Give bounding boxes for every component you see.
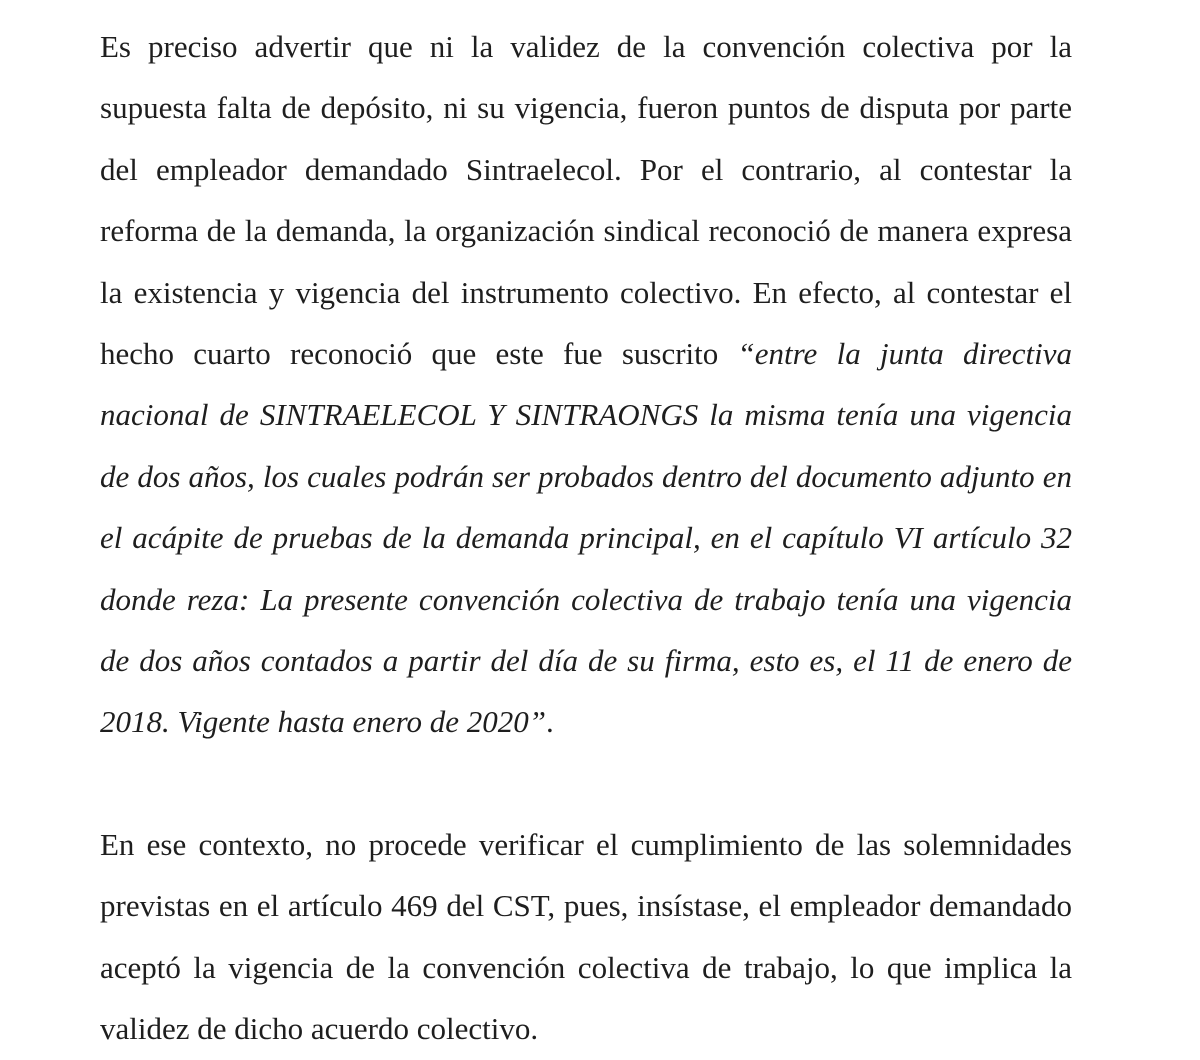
quoted-response-excerpt: “entre la junta directiva nacional de SINTRAELECOL Y SINTRAONGS la misma tenía una vigencia de dos años, los cuales podrán ser probados dentro del documento adjunto en el acápite de pruebas de la demanda principal, en el capítulo VI artículo 32 donde reza: La presente convención colectiva de trabajo tenía una vigencia de dos años contados a partir del día de su firma, esto es, el 11 de enero de 2018. Vigente hasta enero de 2020” xyxy=(100,336,1072,740)
paragraph-body-text: En ese contexto, no procede verificar el cumplimiento de las solemnidades previstas en el artículo 469 del CST, pues, insístase, el empleador demandado aceptó la vigencia de la convención colectiva de trabajo, lo que implica la validez de dicho acuerdo colectivo. xyxy=(100,826,1072,1047)
paragraph-body-text: Es preciso advertir que ni la validez de la convención colectiva por la supuesta falta de depósito, ni su vigencia, fueron puntos de disputa por parte del empleador demandado Sintraelecol. Por el contrario, al contestar la reforma de la demanda, la organización sindical reconoció de manera expresa la existencia y vigencia del instrumento colectivo. En efecto, al contestar el hecho cuarto reconoció que este fue suscrito xyxy=(100,29,1072,372)
paragraph-convention-validity xyxy=(100,16,1072,753)
paragraph-context-conclusion xyxy=(100,814,1072,1060)
paragraph-closing-punctuation: . xyxy=(546,704,554,740)
document-page xyxy=(100,16,1072,1060)
